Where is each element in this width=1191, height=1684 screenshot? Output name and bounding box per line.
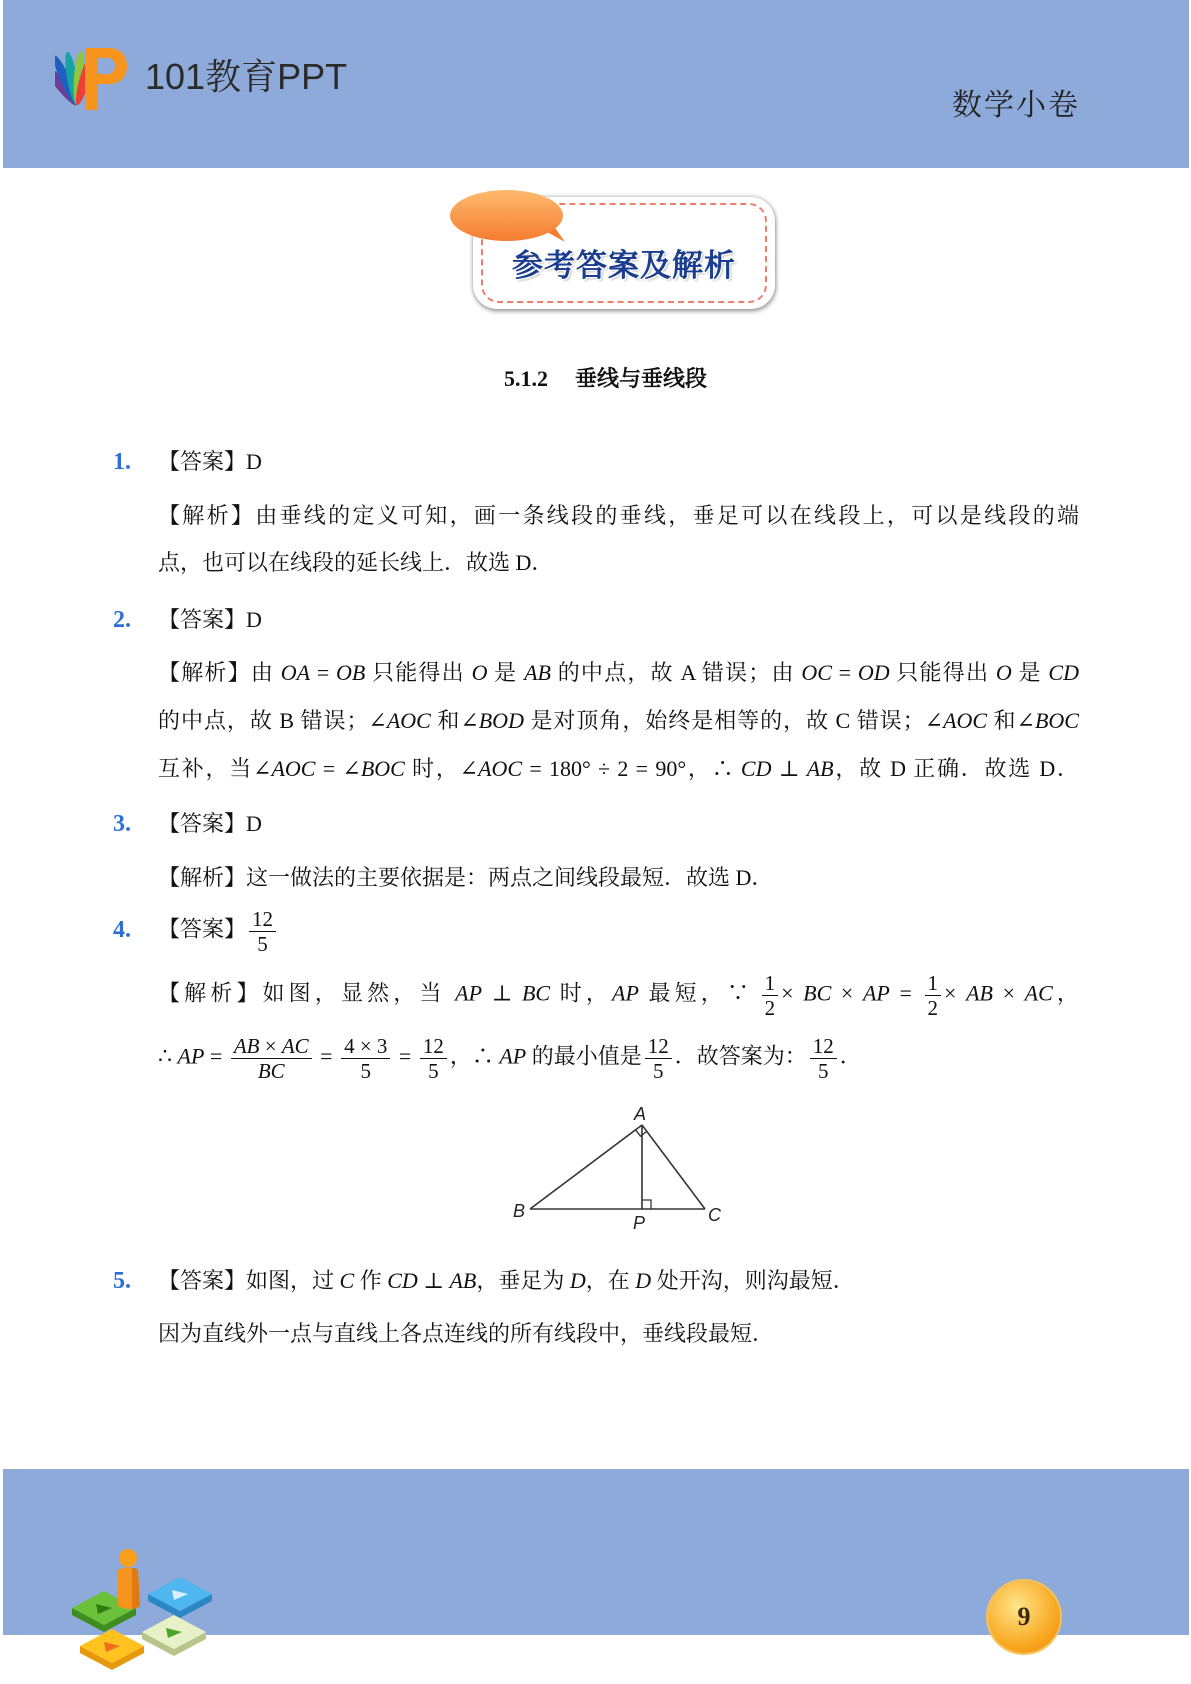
fraction [810,1034,837,1083]
text-run: ，垂足为 [476,1268,570,1293]
answer-line [158,600,1079,640]
text-run: × [781,980,804,1006]
text-run: = 180° ÷ 2 = 90°，∴ [522,756,741,781]
text-run: 是 [487,660,525,685]
section-title: 垂线与垂线段 [575,366,708,391]
analysis-line [158,653,1079,693]
math-variable: OC [801,660,832,685]
triangle-diagram [500,1090,740,1235]
text-run: × [944,980,967,1006]
text-run: 【答案】如图，过 [158,1268,340,1293]
text-run: 只能得出 [365,660,472,685]
text-run: 5 [818,1059,829,1083]
text-run: 【解析】由垂线的定义可知，画一条线段的垂线，垂足可以在线段上，可以是线段的端 [158,503,1079,528]
fraction-numerator [341,1034,390,1059]
fraction-denominator [645,1059,672,1083]
text-run: 2 [927,996,939,1020]
text-run: × [831,980,863,1006]
text-run: 【答案】 [158,916,247,942]
text-run: 5 [360,1059,371,1083]
text-run: 【解析】这一做法的主要依据是：两点之间线段最短．故选 D． [158,865,774,890]
text-run: 12 [422,1034,444,1058]
text-run: 【答案】D [158,811,262,836]
math-variable: D [635,1268,652,1293]
text-run: 5 [257,932,268,956]
page-number: 9 [1017,1602,1031,1631]
text-run: 的中点，故 B 错误； [158,708,369,733]
math-variable: ∠BOC [342,756,405,781]
text-run: = [831,660,858,685]
speech-bubble [450,190,563,241]
math-variable: OD [857,660,890,685]
text-run: ，在 [585,1268,636,1293]
math-variable: ∠AOC [924,708,988,733]
math-variable: AB [233,1034,260,1058]
text-run: = [310,660,336,685]
math-variable: D [569,1268,586,1293]
fraction [645,1034,672,1083]
text-run: ，∴ [449,1043,500,1069]
math-variable: OA [280,660,311,685]
fraction-denominator [249,932,276,956]
logo-text: 101教育PPT [145,56,348,97]
analysis-line [158,858,1079,898]
math-variable: AC [281,1034,309,1058]
item-number: 5. [113,1268,131,1294]
math-variable: AB [524,660,551,685]
text-run: 1 [764,971,776,995]
math-variable: BC [257,1059,285,1083]
math-variable: ∠AOC [253,756,316,781]
right-angle-mark-a [636,1130,647,1136]
text-run: 2 [764,996,776,1020]
fraction [762,971,779,1020]
text-run: 5 [653,1059,664,1083]
text-run: = [314,1043,339,1069]
math-variable: OB [335,660,366,685]
text-run: = [315,756,343,781]
text-run: 的最小值是 [526,1043,642,1069]
math-variable: AB [806,756,834,781]
answer-line [158,1261,1079,1301]
math-variable: AB [966,980,993,1006]
answer-line [158,907,1079,956]
paper-type-label: 数学小卷 [952,88,1080,123]
text-run: 最短，∵ [638,980,759,1006]
math-variable: BC [803,980,832,1006]
math-variable: AP [455,980,483,1006]
answer-line [158,804,1079,844]
text-run: ⊥ [417,1268,450,1293]
analysis-line [158,1034,1079,1083]
fraction-denominator [420,1059,447,1083]
fraction [420,1034,447,1083]
section-heading [504,364,707,394]
fraction [341,1034,390,1083]
text-run: ．故答案为： [674,1043,807,1069]
text-run: × [992,980,1025,1006]
math-variable: CD [1048,660,1079,685]
callout-box [473,190,775,312]
math-variable: ∠BOC [1016,708,1079,733]
logo-p-icon [55,40,133,116]
text-run: 是对顶角，始终是相等的，故 C 错误； [523,708,925,733]
triangle-figure [500,1090,740,1235]
text-run: 时， [550,980,613,1006]
analysis-line [158,496,1079,536]
side-ac [642,1125,705,1209]
math-variable: AP [612,980,639,1006]
text-run: 4 × 3 [344,1034,388,1058]
text-run: 因为直线外一点与直线上各点连线的所有线段中，垂线段最短． [158,1321,775,1346]
text-run: 作 [354,1268,388,1293]
text-run: = [393,1043,417,1069]
text-run: ⊥ [482,980,522,1006]
vertex-label-c: C [708,1205,721,1225]
fraction-numerator [925,971,942,996]
fraction-denominator [231,1059,312,1083]
right-angle-mark-p [642,1200,651,1209]
analysis-line [158,543,1079,583]
math-variable: O [471,660,488,685]
analysis-line [158,701,1079,741]
text-run: 是 [1011,660,1049,685]
text-run: 处开沟，则沟最短． [651,1268,855,1293]
item-number: 3. [113,811,131,837]
math-variable: CD [387,1268,418,1293]
math-variable: ∠AOC [368,708,431,733]
text-run: 只能得出 [889,660,996,685]
vertex-label-a: A [634,1104,647,1124]
fraction-numerator [810,1034,837,1059]
fraction-numerator [249,907,276,932]
text-run: 12 [812,1034,834,1058]
text-run: ⊥ [771,756,807,781]
analysis-line [158,971,1079,1020]
text-run: 【答案】D [158,449,262,474]
item-number: 4. [113,917,131,943]
analysis-line [158,749,1079,789]
text-run: 互补，当 [158,756,254,781]
math-variable: CD [740,756,772,781]
analysis-line [158,1314,1079,1354]
fraction-numerator [420,1034,447,1059]
side-ab [530,1125,642,1209]
math-variable: C [339,1268,355,1293]
text-run: 5 [428,1059,439,1083]
text-run: 和 [430,708,461,733]
text-run: ∴ [158,1043,178,1069]
math-variable: AB [449,1268,477,1293]
fraction-denominator [810,1059,837,1083]
text-run: 点，也可以在线段的延长线上．故选 D． [158,550,554,575]
fraction-denominator [762,996,779,1020]
math-variable: AP [177,1043,205,1069]
item-number: 1. [113,449,131,475]
math-variable: BC [521,980,551,1006]
math-variable: AP [499,1043,527,1069]
text-run: ， [1052,980,1079,1006]
item-number: 2. [113,607,131,633]
vertex-label-b: B [513,1201,526,1221]
text-run: 1 [927,971,939,995]
text-run: 12 [252,907,274,931]
text-run: 【答案】D [158,607,262,632]
text-run: × [259,1034,282,1058]
answer-line [158,442,1079,482]
text-run: ． [839,1043,862,1069]
fraction-numerator [645,1034,672,1059]
fraction [249,907,276,956]
page-number-badge [988,1581,1060,1653]
fraction-denominator [925,996,942,1020]
fraction-numerator [762,971,779,996]
text-run: 【解析】如图，显然，当 [158,980,456,1006]
math-variable: AP [862,980,890,1006]
vertex-label-p: P [633,1213,646,1233]
math-variable: ∠BOD [460,708,524,733]
text-run: 时， [404,756,460,781]
text-run: 12 [647,1034,669,1058]
fraction [925,971,942,1020]
footer-blocks-illustration-icon [66,1546,216,1676]
text-run: 和 [987,708,1017,733]
math-variable: O [995,660,1012,685]
text-run: ，故 D 正确．故选 D． [833,756,1079,781]
fraction-denominator [341,1059,390,1083]
text-run: 【解析】由 [158,660,281,685]
math-variable: AC [1024,980,1053,1006]
math-variable: ∠AOC [459,756,523,781]
fraction [231,1034,312,1083]
fraction-numerator [231,1034,312,1059]
text-run: = [889,980,922,1006]
section-number: 5.1.2 [504,366,548,391]
text-run: = [204,1043,228,1069]
callout-title: 参考答案及解析 [512,248,736,284]
text-run: 的中点，故 A 错误；由 [550,660,802,685]
